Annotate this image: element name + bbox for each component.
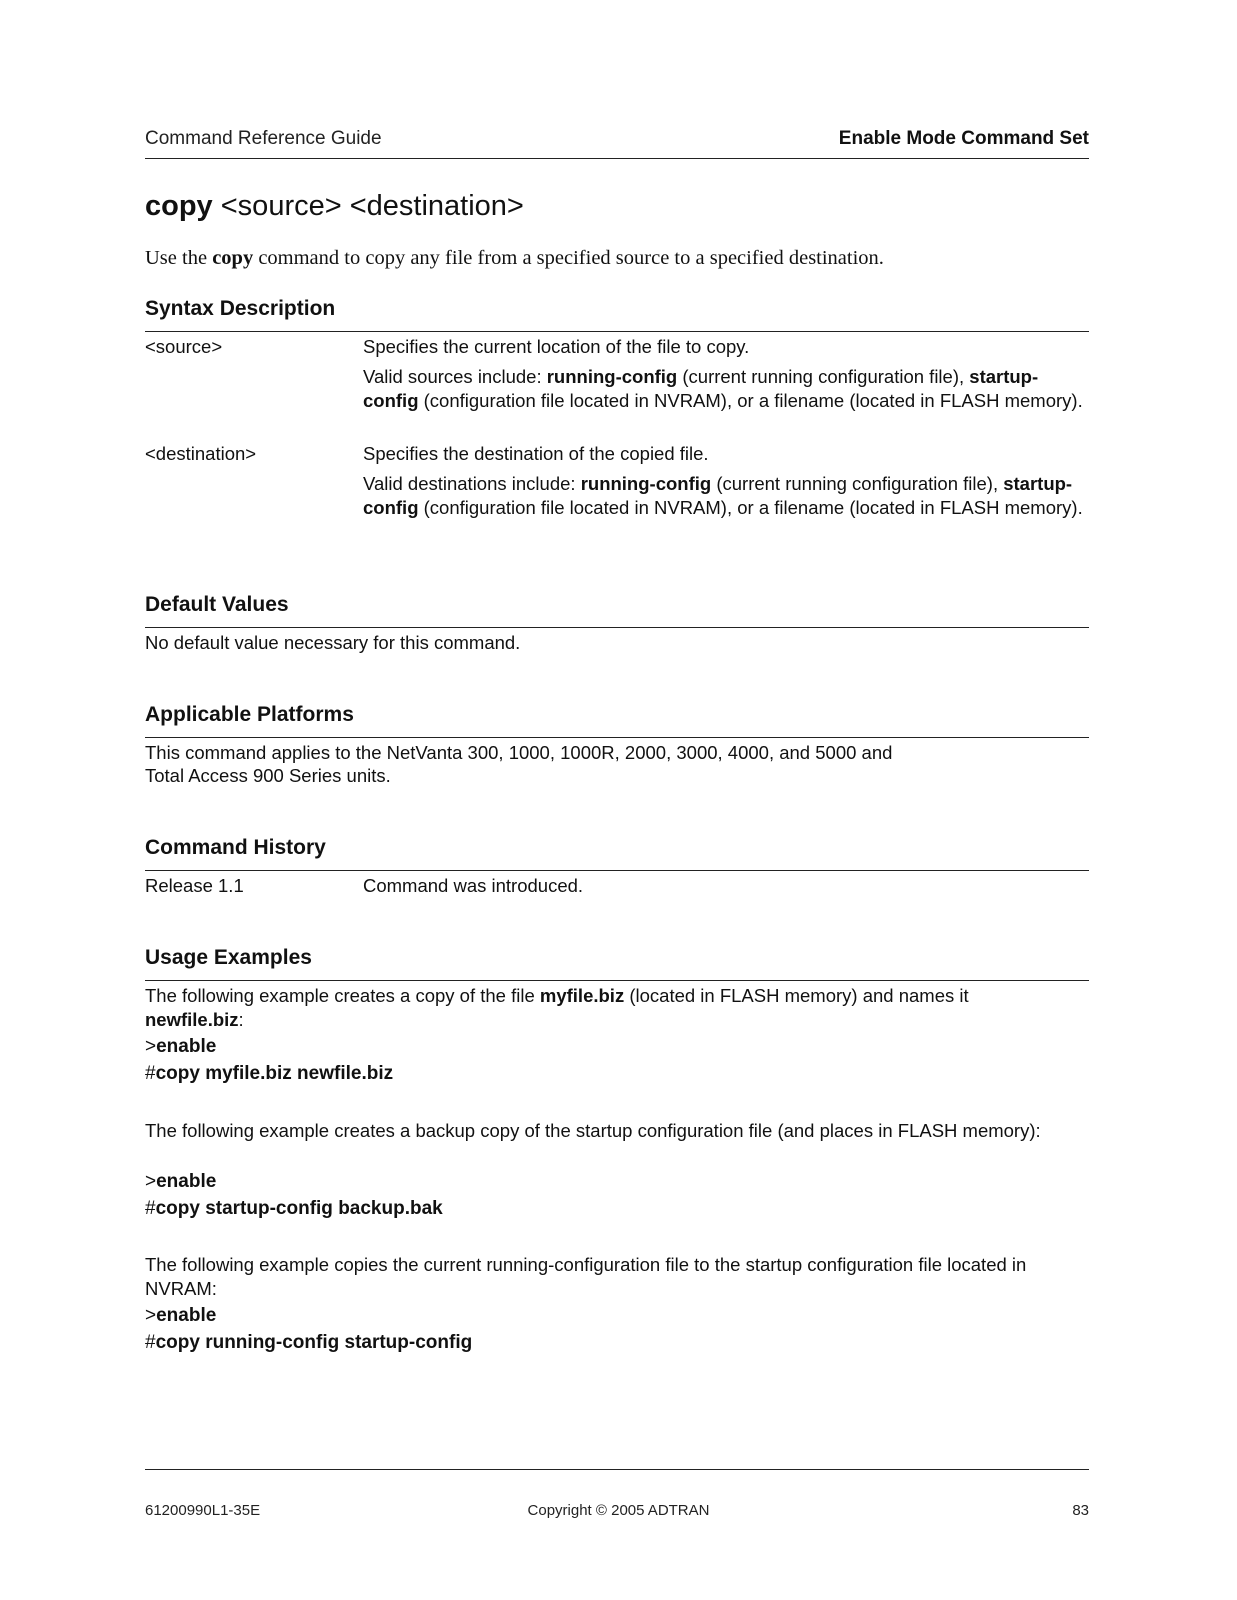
prompt-symbol: # bbox=[145, 1198, 156, 1219]
platforms-divider bbox=[145, 737, 1089, 738]
syntax-detail-source bbox=[363, 365, 1083, 413]
syntax-desc-source: Specifies the current location of the file to copy. bbox=[363, 336, 750, 357]
intro-post: command to copy any file from a specified source to a specified destination. bbox=[253, 247, 884, 269]
detail-text: (current running configuration file), bbox=[711, 473, 1004, 494]
usage-heading: Usage Examples bbox=[145, 946, 312, 969]
defaults-divider bbox=[145, 627, 1089, 628]
detail-text: (configuration file located in NVRAM), or a filename (located in FLASH memory). bbox=[418, 497, 1083, 518]
command-text: enable bbox=[156, 1171, 217, 1192]
example-2-cmd-copy bbox=[145, 1198, 443, 1220]
detail-text: (configuration file located in NVRAM), or a filename (located in FLASH memory). bbox=[418, 390, 1083, 411]
platforms-line-2: Total Access 900 Series units. bbox=[145, 765, 391, 786]
example-1-cmd-copy bbox=[145, 1063, 393, 1085]
header-divider bbox=[145, 158, 1089, 159]
detail-text: (current running configuration file), bbox=[677, 366, 970, 387]
intro-paragraph bbox=[145, 247, 884, 270]
syntax-desc-destination: Specifies the destination of the copied file. bbox=[363, 443, 709, 464]
syntax-detail-destination bbox=[363, 472, 1083, 520]
example-3-text: The following example copies the current running-configuration file to the startup configuration file located in NVRAM: bbox=[145, 1254, 1027, 1299]
command-text: copy running-config startup-config bbox=[155, 1332, 473, 1353]
footer-divider bbox=[145, 1469, 1089, 1470]
intro-cmd: copy bbox=[212, 247, 254, 269]
usage-divider bbox=[145, 980, 1089, 981]
example-2-text: The following example creates a backup copy of the startup configuration file (and places in FLASH memory): bbox=[145, 1120, 1041, 1141]
syntax-heading: Syntax Description bbox=[145, 297, 336, 320]
defaults-heading: Default Values bbox=[145, 593, 289, 616]
example-1-text bbox=[145, 984, 1045, 1032]
example-text: (located in FLASH memory) and names it bbox=[624, 985, 969, 1006]
detail-keyword: startup-config bbox=[363, 366, 1039, 411]
detail-keyword: running-config bbox=[546, 366, 678, 387]
syntax-divider bbox=[145, 331, 1089, 332]
prompt-symbol: # bbox=[145, 1063, 156, 1084]
command-text: copy myfile.biz newfile.biz bbox=[155, 1063, 394, 1084]
page-title bbox=[145, 190, 524, 223]
example-text: : bbox=[238, 1009, 244, 1030]
example-text: The following example creates a copy of the file bbox=[145, 985, 540, 1006]
detail-text: Valid sources include: bbox=[363, 366, 547, 387]
prompt-symbol: > bbox=[145, 1305, 157, 1326]
detail-keyword: running-config bbox=[580, 473, 712, 494]
platforms-heading: Applicable Platforms bbox=[145, 703, 354, 726]
history-heading: Command History bbox=[145, 836, 326, 859]
command-text: enable bbox=[156, 1036, 217, 1057]
syntax-term-source: <source> bbox=[145, 336, 223, 357]
history-note: Command was introduced. bbox=[363, 875, 584, 896]
header-guide-title: Command Reference Guide bbox=[145, 128, 382, 149]
command-text: enable bbox=[156, 1305, 217, 1326]
prompt-symbol: > bbox=[145, 1036, 157, 1057]
footer-copyright: Copyright © 2005 ADTRAN bbox=[527, 1502, 710, 1519]
example-3-cmd-copy bbox=[145, 1332, 472, 1354]
detail-text: Valid destinations include: bbox=[363, 473, 581, 494]
intro-pre: Use the bbox=[145, 247, 213, 269]
example-1-cmd-enable bbox=[145, 1036, 216, 1058]
footer-page-number: 83 bbox=[1072, 1502, 1089, 1519]
example-2-cmd-enable bbox=[145, 1171, 216, 1193]
header-section-title: Enable Mode Command Set bbox=[838, 128, 1089, 149]
history-release: Release 1.1 bbox=[145, 875, 244, 896]
command-text: copy startup-config backup.bak bbox=[155, 1198, 443, 1219]
defaults-text: No default value necessary for this command. bbox=[145, 632, 521, 653]
history-divider bbox=[145, 870, 1089, 871]
footer-doc-number: 61200990L1-35E bbox=[145, 1502, 261, 1519]
detail-keyword: startup-config bbox=[363, 473, 1073, 518]
platforms-line-1: This command applies to the NetVanta 300, 1000, 1000R, 2000, 3000, 4000, and 5000 and bbox=[145, 742, 893, 763]
example-filename: myfile.biz bbox=[539, 985, 625, 1006]
syntax-term-destination: <destination> bbox=[145, 443, 257, 464]
example-3-cmd-enable bbox=[145, 1305, 216, 1327]
title-args: <source> <destination> bbox=[220, 190, 524, 222]
prompt-symbol: # bbox=[145, 1332, 156, 1353]
example-filename: newfile.biz bbox=[145, 1009, 239, 1030]
title-command: copy bbox=[145, 190, 213, 222]
prompt-symbol: > bbox=[145, 1171, 157, 1192]
